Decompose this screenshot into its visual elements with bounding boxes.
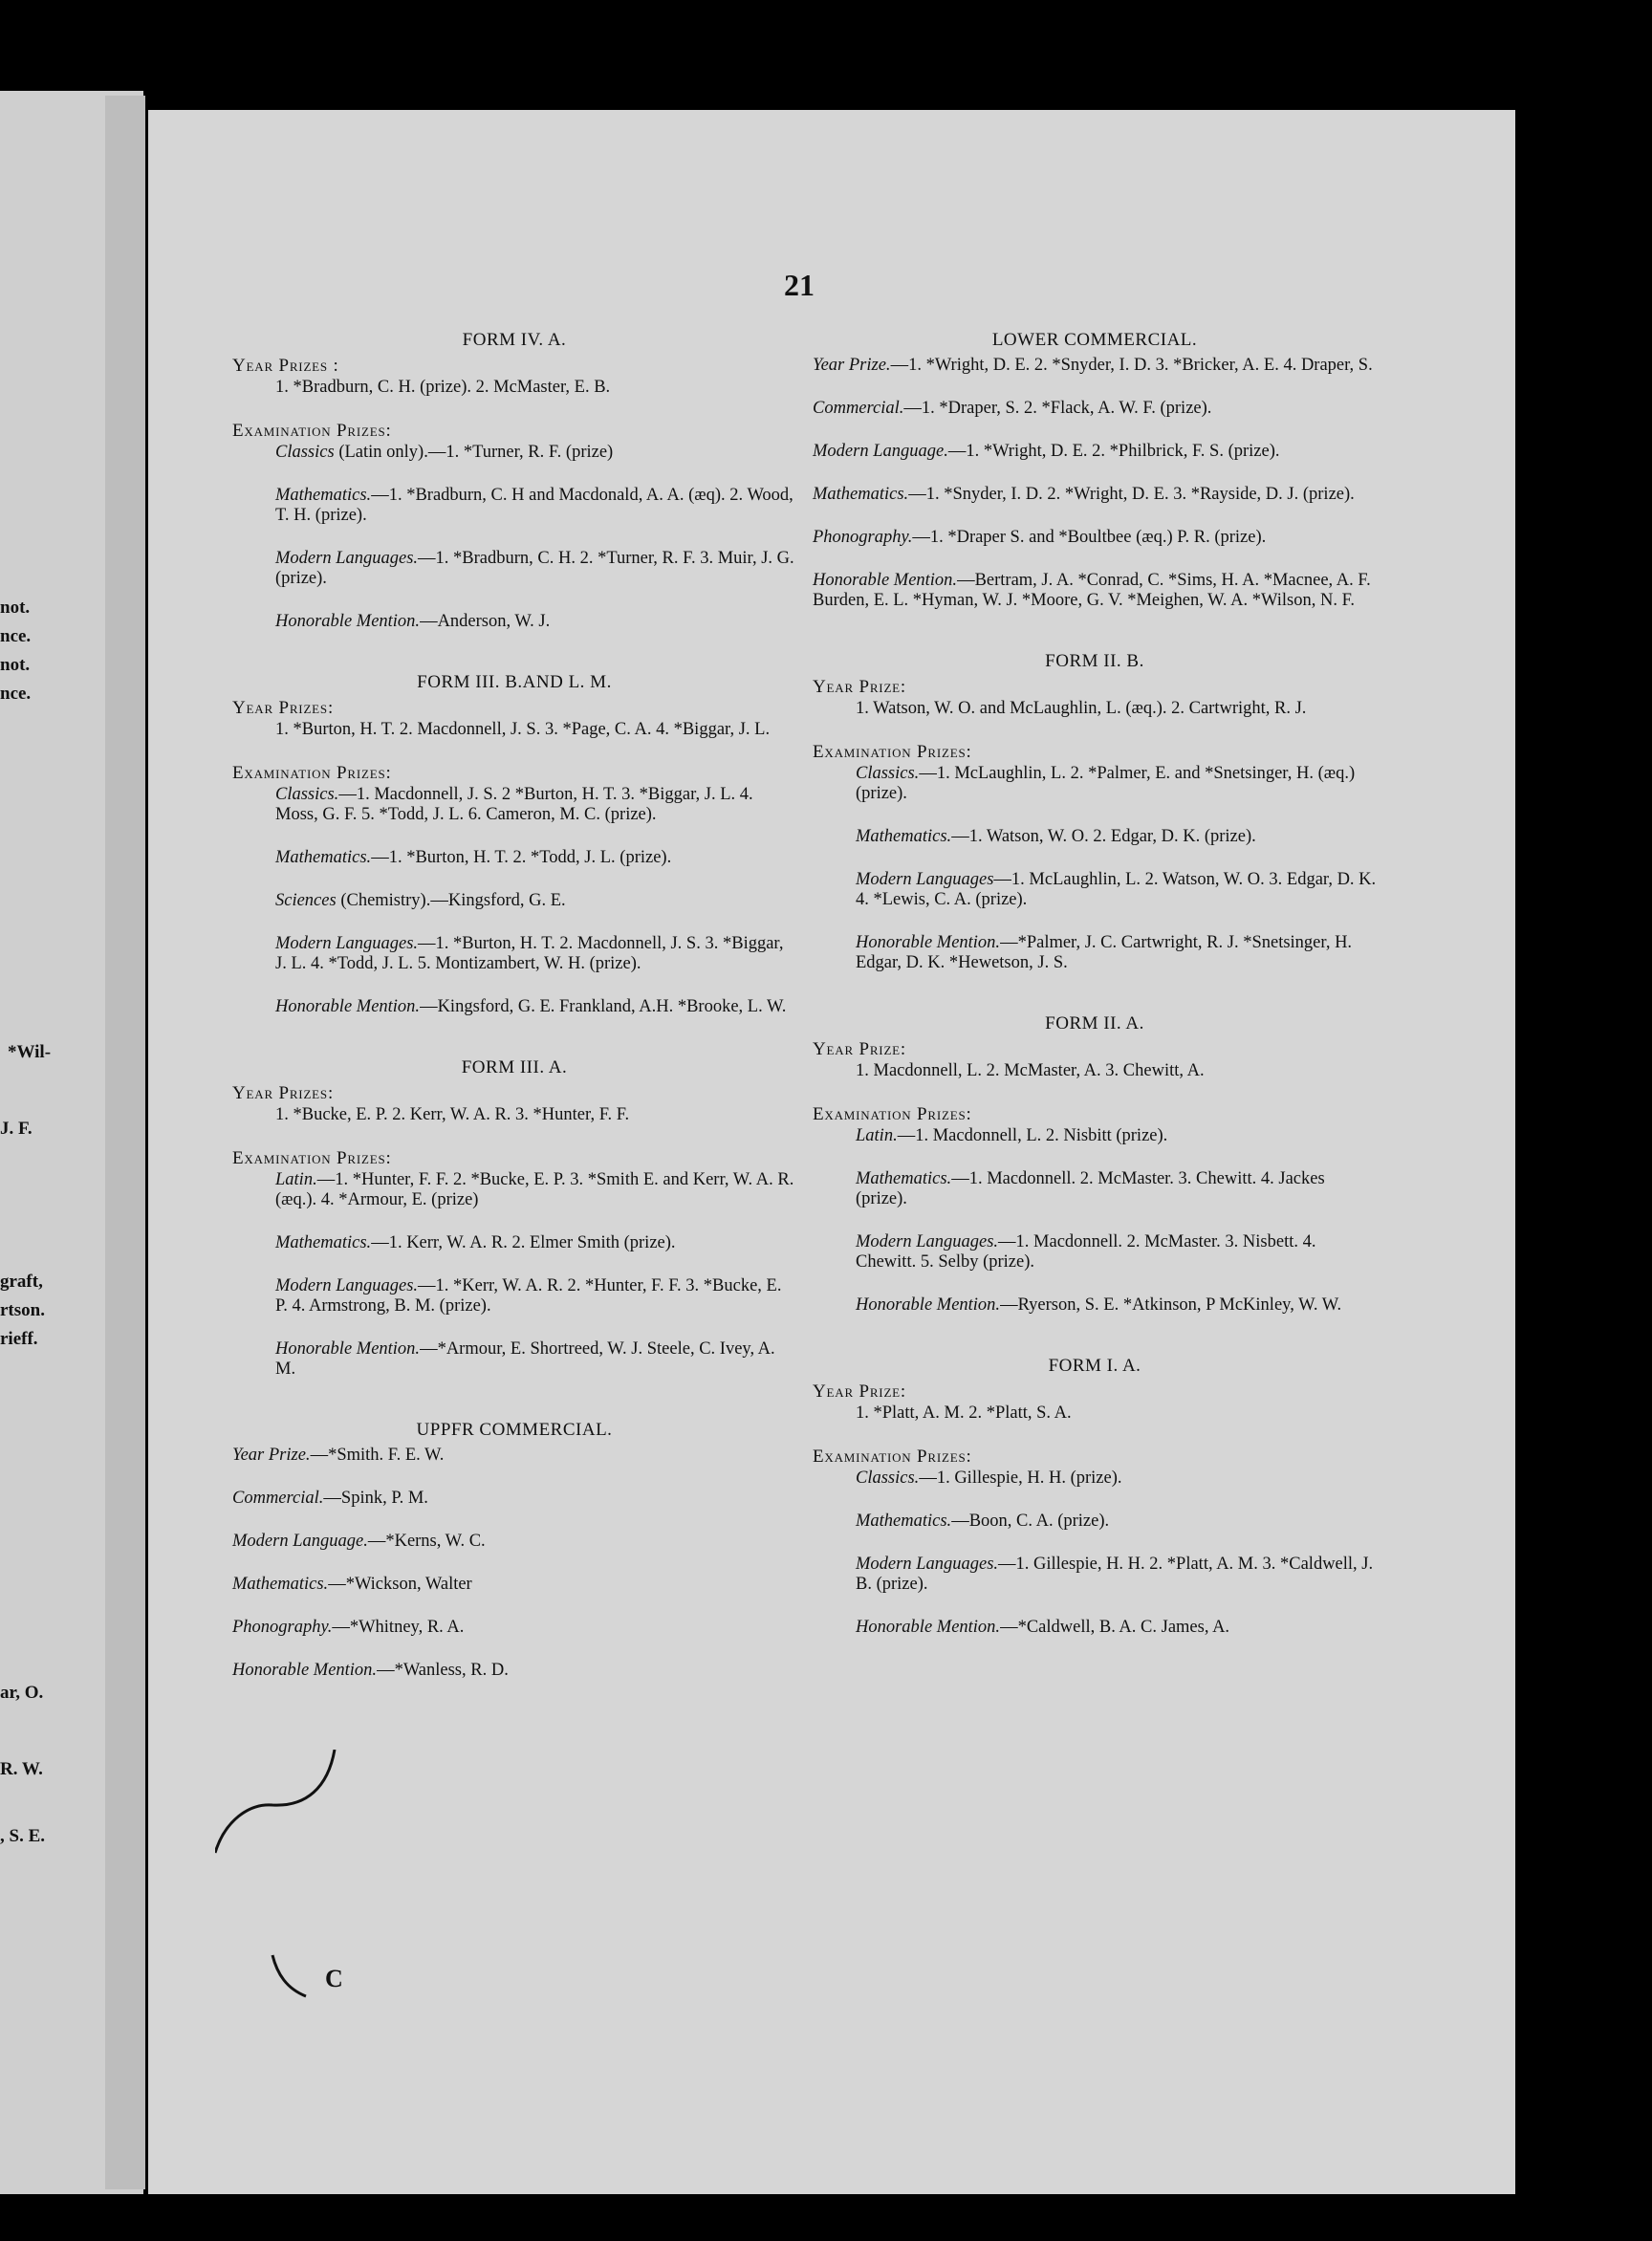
prize-subject: Honorable Mention. (856, 1618, 1001, 1637)
prize-subject: Modern Languages. (275, 549, 419, 568)
signature-mark: C (325, 1965, 343, 1992)
prize-winners: —Ryerson, S. E. *Atkinson, P McKinley, W. W. (1000, 1295, 1342, 1315)
prize-category: Year Prizes: (232, 698, 335, 718)
prize-category: Examination Prizes: (813, 1447, 972, 1467)
form-section (813, 651, 1377, 973)
prize-winners: —1. Kerr, W. A. R. 2. Elmer Smith (prize). (371, 1233, 676, 1252)
prize-subject: Honorable Mention. (275, 612, 421, 631)
prize-winners: —*Smith. F. E. W. (310, 1446, 445, 1465)
prize-winners: —1. Macdonnell, J. S. 2 *Burton, H. T. 3. *Biggar, J. L. 4. Moss, G. F. 5. *Todd, J. L. 6. Cameron, M. C. (prize). (275, 785, 753, 824)
prize-entry (813, 1618, 1377, 1638)
prize-winners: —1. Gillespie, H. H. 2. *Platt, A. M. 3. *Caldwell, J. B. (prize). (856, 1555, 1374, 1594)
prize-winners: —1. *Wright, D. E. 2. *Snyder, I. D. 3. *Bricker, A. E. 4. Draper, S. (890, 356, 1373, 375)
prize-subject: Latin. (275, 1170, 317, 1189)
prize-subject: Phonography. (232, 1618, 333, 1637)
prize-entry (232, 1105, 796, 1125)
prize-entry (813, 1512, 1377, 1532)
prize-entry (813, 1232, 1377, 1273)
facing-page-fragment: ar, O. (0, 1683, 44, 1703)
prize-entry (813, 1403, 1377, 1424)
facing-page-fragment: rieff. (0, 1329, 38, 1349)
prize-winners: —*Palmer, J. C. Cartwright, R. J. *Snetsinger, H. Edgar, D. K. *Hewetson, J. S. (856, 933, 1353, 972)
prize-subject: Honorable Mention. (275, 997, 421, 1016)
section-title: FORM III. A. (461, 1057, 568, 1077)
prize-subject: Phonography. (813, 528, 913, 547)
page-gutter (105, 96, 145, 2189)
form-section (813, 1356, 1377, 1638)
prize-winners: —Boon, C. A. (prize). (951, 1512, 1110, 1531)
prize-entry (232, 1276, 796, 1316)
prize-winners: —1. *Burton, H. T. 2. Macdonnell, J. S. 3. *Biggar, J. L. 4. *Todd, J. L. 5. Montizambert, W. H. (prize). (275, 934, 784, 973)
prize-entry (813, 827, 1377, 847)
section-title: UPPFR COMMERCIAL. (416, 1420, 613, 1440)
section-title: FORM III. B.AND L. M. (417, 672, 612, 692)
prize-category: Year Prize: (813, 1382, 906, 1402)
prize-entry (232, 785, 796, 825)
prize-subject: Latin. (856, 1126, 898, 1145)
prize-entry (232, 612, 796, 632)
prize-entry (232, 848, 796, 868)
prize-entry (813, 870, 1377, 910)
prize-entry (232, 1446, 796, 1466)
prize-entry (813, 699, 1377, 719)
prize-subject: Modern Languages (856, 870, 994, 889)
prize-category: Year Prize: (813, 677, 906, 697)
prize-winners: —1. *Bradburn, C. H and Macdonald, A. A. (æq). 2. Wood, T. H. (prize). (275, 486, 793, 525)
prize-winners: —1. *Hunter, F. F. 2. *Bucke, E. P. 3. *Smith E. and Kerr, W. A. R. (æq.). 4. *Armour, E. (prize) (275, 1170, 794, 1209)
pencil-check-icon (268, 1950, 325, 2008)
prize-subject: Honorable Mention. (813, 571, 958, 590)
prize-winners: —1. Macdonnell. 2. McMaster. 3. Nisbett. 4. Chewitt. 5. Selby (prize). (856, 1232, 1316, 1272)
prize-entry (813, 528, 1377, 548)
prize-winners: —1. *Wright, D. E. 2. *Philbrick, F. S. (prize). (947, 442, 1280, 461)
prize-subject: Modern Language. (232, 1532, 368, 1551)
section-title: FORM IV. A. (462, 330, 567, 350)
prize-subject: Mathematics. (275, 848, 372, 867)
prize-winners: —1. *Draper S. and *Boultbee (æq.) P. R. (prize). (912, 528, 1267, 547)
left-column (232, 330, 796, 1721)
prize-subject: Honorable Mention. (275, 1339, 421, 1359)
prize-winners: —*Caldwell, B. A. C. James, A. (1000, 1618, 1230, 1637)
prize-subject: Year Prize. (813, 356, 891, 375)
prize-entry (813, 1469, 1377, 1489)
section-title: FORM II. B. (1045, 651, 1144, 671)
prize-subject: Classics. (856, 1469, 920, 1488)
prize-entry (232, 934, 796, 974)
prize-entry (813, 1295, 1377, 1316)
prize-entry (813, 764, 1377, 804)
prize-entry (232, 1575, 796, 1595)
prize-subject: Modern Languages. (856, 1232, 999, 1251)
form-section (813, 1013, 1377, 1316)
prize-subject: Mathematics. (275, 486, 372, 505)
facing-page-fragment: not. (0, 598, 31, 618)
facing-page-fragment: nce. (0, 684, 32, 704)
facing-page-fragment: graft, (0, 1272, 43, 1292)
prize-entry (813, 1126, 1377, 1146)
prize-winners: —*Wanless, R. D. (377, 1661, 509, 1680)
prize-winners: —1. McLaughlin, L. 2. *Palmer, E. and *Snetsinger, H. (æq.) (prize). (856, 764, 1356, 803)
facing-page-fragment: rtson. (0, 1300, 45, 1320)
prize-winners: —1. *Burton, H. T. 2. *Todd, J. L. (prize). (371, 848, 672, 867)
prize-entry (813, 571, 1377, 611)
prize-category: Year Prizes : (232, 356, 339, 376)
section-title: LOWER COMMERCIAL. (991, 330, 1198, 350)
right-column (813, 330, 1377, 1678)
prize-subject: Mathematics. (856, 827, 952, 846)
prize-winners: (Chemistry).—Kingsford, G. E. (336, 891, 566, 910)
prize-winners: 1. *Bucke, E. P. 2. Kerr, W. A. R. 3. *Hunter, F. F. (275, 1105, 630, 1124)
prize-category: Year Prize: (813, 1039, 906, 1059)
facing-page-fragment: nce. (0, 626, 32, 646)
prize-winners: —1. Watson, W. O. 2. Edgar, D. K. (prize). (951, 827, 1256, 846)
prize-winners: 1. *Burton, H. T. 2. Macdonnell, J. S. 3. *Page, C. A. 4. *Biggar, J. L. (275, 720, 771, 739)
prize-entry (232, 549, 796, 589)
prize-entry (232, 1489, 796, 1509)
prize-winners: —1. Macdonnell, L. 2. Nisbitt (prize). (897, 1126, 1168, 1145)
pencil-mark-icon (215, 1750, 349, 1864)
prize-subject: Modern Languages. (275, 1276, 419, 1295)
form-section (232, 1057, 796, 1380)
prize-entry (813, 1555, 1377, 1595)
prize-entry (232, 891, 796, 911)
prize-subject: Classics. (275, 785, 339, 804)
prize-entry (813, 356, 1377, 376)
prize-subject: Mathematics. (275, 1233, 372, 1252)
facing-page-fragment: , S. E. (0, 1826, 45, 1846)
prize-entry (232, 378, 796, 398)
section-title: FORM I. A. (1048, 1356, 1141, 1376)
prize-winners: —Anderson, W. J. (420, 612, 551, 631)
form-section (232, 672, 796, 1017)
prize-subject: Modern Languages. (856, 1555, 999, 1574)
prize-entry (813, 399, 1377, 419)
prize-subject: Mathematics. (856, 1512, 952, 1531)
prize-category: Examination Prizes: (232, 421, 392, 441)
prize-entry (232, 486, 796, 526)
prize-entry (813, 485, 1377, 505)
prize-subject: Modern Language. (813, 442, 948, 461)
prize-winners: 1. Watson, W. O. and McLaughlin, L. (æq.). 2. Cartwright, R. J. (856, 699, 1307, 718)
prize-entry (232, 997, 796, 1017)
prize-entry (232, 1339, 796, 1380)
prize-winners: 1. *Platt, A. M. 2. *Platt, S. A. (856, 1403, 1072, 1423)
prize-subject: Year Prize. (232, 1446, 311, 1465)
form-section (813, 330, 1377, 611)
prize-winners: —1. Macdonnell. 2. McMaster. 3. Chewitt. 4. Jackes (prize). (856, 1169, 1325, 1208)
prize-entry (232, 1170, 796, 1210)
facing-page-fragment: R. W. (0, 1759, 43, 1779)
prize-category: Examination Prizes: (813, 742, 972, 762)
prize-winners: —1. *Draper, S. 2. *Flack, A. W. F. (prize). (903, 399, 1212, 418)
prize-entry (232, 1233, 796, 1253)
prize-subject: Classics (275, 443, 335, 462)
prize-winners: —*Armour, E. Shortreed, W. J. Steele, C. Ivey, A. M. (275, 1339, 775, 1379)
prize-subject: Commercial. (232, 1489, 324, 1508)
prize-winners: 1. *Bradburn, C. H. (prize). 2. McMaster, E. B. (275, 378, 611, 397)
prize-entry (232, 1618, 796, 1638)
form-section (232, 330, 796, 632)
prize-entry (232, 1661, 796, 1681)
form-section (232, 1420, 796, 1681)
prize-winners: —Spink, P. M. (323, 1489, 428, 1508)
prize-winners: —1. Gillespie, H. H. (prize). (919, 1469, 1122, 1488)
prize-winners: 1. Macdonnell, L. 2. McMaster, A. 3. Chewitt, A. (856, 1061, 1205, 1080)
page-number: 21 (784, 268, 815, 302)
prize-category: Examination Prizes: (232, 1148, 392, 1168)
facing-page-fragment: J. F. (0, 1119, 33, 1139)
prize-winners: —*Kerns, W. C. (367, 1532, 486, 1551)
prize-entry (232, 720, 796, 740)
prize-entry (813, 933, 1377, 973)
prize-category: Examination Prizes: (813, 1104, 972, 1124)
prize-entry (813, 442, 1377, 462)
prize-winners: —Bertram, J. A. *Conrad, C. *Sims, H. A. *Macnee, A. F. Burden, E. L. *Hyman, W. J. *Moore, G. V. *Meighen, W. A. *Wilson, N. F. (813, 571, 1371, 610)
prize-subject: Modern Languages. (275, 934, 419, 953)
prize-subject: Commercial. (813, 399, 904, 418)
prize-entry (813, 1169, 1377, 1209)
prize-winners: —1. *Snyder, I. D. 2. *Wright, D. E. 3. *Rayside, D. J. (prize). (908, 485, 1355, 504)
facing-page-fragment: not. (0, 655, 31, 675)
prize-entry (813, 1061, 1377, 1081)
prize-entry (232, 1532, 796, 1552)
prize-subject: Honorable Mention. (856, 933, 1001, 952)
prize-category: Examination Prizes: (232, 763, 392, 783)
prize-subject: Mathematics. (856, 1169, 952, 1188)
prize-winners: —*Whitney, R. A. (332, 1618, 465, 1637)
prize-winners: —1. *Kerr, W. A. R. 2. *Hunter, F. F. 3. *Bucke, E. P. 4. Armstrong, B. M. (prize). (275, 1276, 782, 1316)
prize-winners: —1. McLaughlin, L. 2. Watson, W. O. 3. Edgar, D. K. 4. *Lewis, C. A. (prize). (856, 870, 1377, 909)
prize-winners: —Kingsford, G. E. Frankland, A.H. *Brooke, L. W. (420, 997, 787, 1016)
prize-subject: Mathematics. (813, 485, 909, 504)
prize-entry (232, 443, 796, 463)
prize-winners: —*Wickson, Walter (328, 1575, 472, 1594)
prize-category: Year Prizes: (232, 1083, 335, 1103)
prize-subject: Honorable Mention. (856, 1295, 1001, 1315)
prize-subject: Classics. (856, 764, 920, 783)
section-title: FORM II. A. (1045, 1013, 1144, 1033)
prize-subject: Honorable Mention. (232, 1661, 378, 1680)
prize-winners: —1. *Bradburn, C. H. 2. *Turner, R. F. 3. Muir, J. G. (prize). (275, 549, 794, 588)
prize-winners: (Latin only).—1. *Turner, R. F. (prize) (334, 443, 614, 462)
prize-subject: Sciences (275, 891, 337, 910)
facing-page-fragment: *Wil- (8, 1042, 52, 1062)
prize-subject: Mathematics. (232, 1575, 329, 1594)
